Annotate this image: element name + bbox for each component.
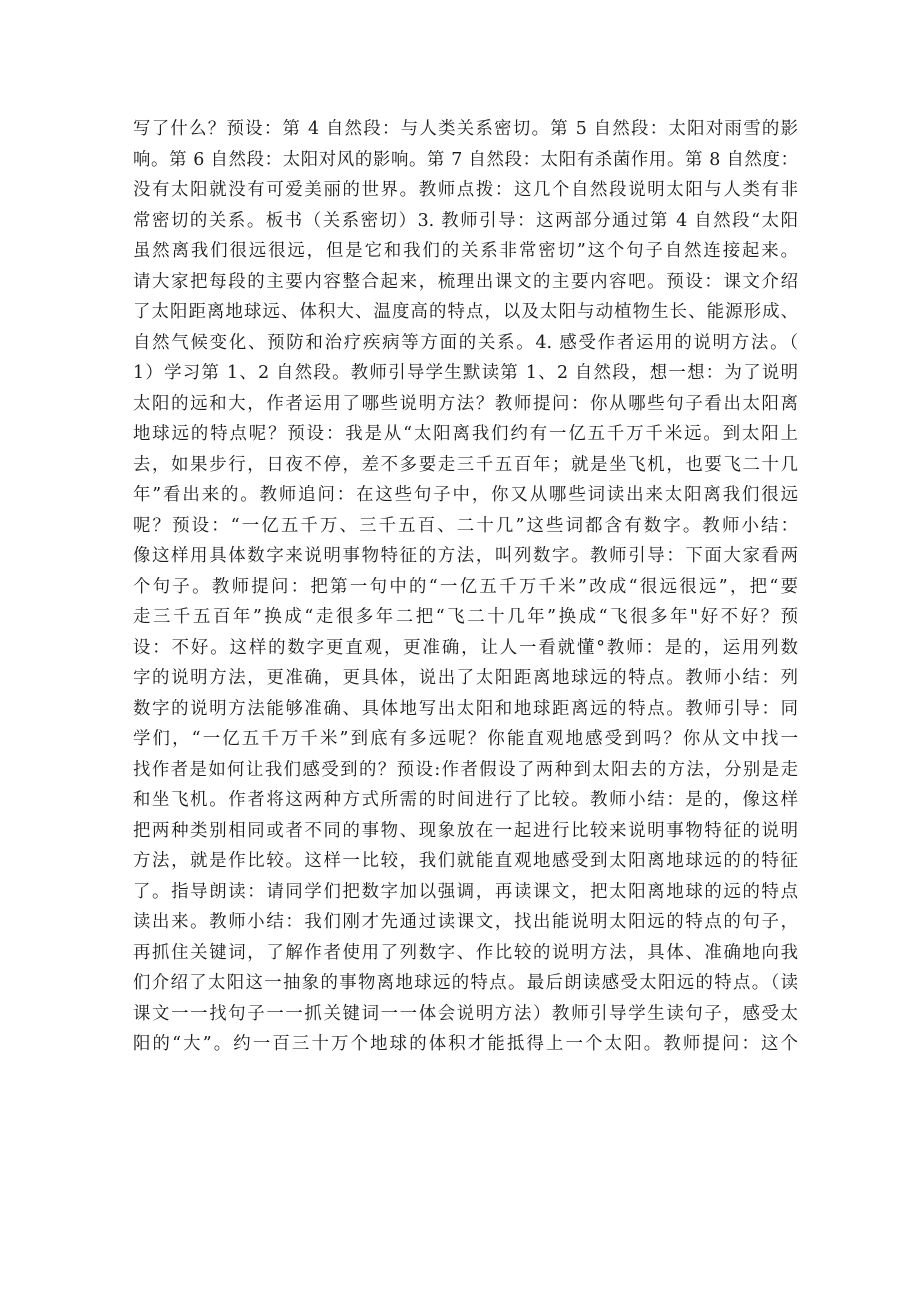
text-line: 年”看出来的。教师追问：在这些句子中，你又从哪些词读出来太阳离我们很远 — [133, 485, 798, 505]
text-line: 课文一一找句子一一抓关键词一一体会说明方法）教师引导学生读句子，感受太 — [133, 1003, 798, 1024]
text-line: 把两种类别相同或者不同的事物、现象放在一起进行比较来说明事物特征的说明 — [133, 820, 798, 841]
text-line: 请大家把每段的主要内容整合起来，梳理出课文的主要内容吧。预设：课文介绍 — [133, 271, 798, 292]
text-line: 1）学习第 1、2 自然段。教师引导学生默读第 1、2 自然段，想一想：为了说明 — [133, 363, 798, 383]
text-line: 自然气候变化、预防和治疗疾病等方面的关系。4. 感受作者运用的说明方法。（ — [133, 332, 798, 353]
text-line: 方法，就是作比较。这样一比较，我们就能直观地感受到太阳离地球远的的特征 — [133, 851, 798, 871]
text-line: 和坐飞机。作者将这两种方式所需的时间进行了比较。教师小结：是的，像这样 — [133, 790, 798, 810]
text-line: 没有太阳就没有可爱美丽的世界。教师点拨：这几个自然段说明太阳与人类有非 — [133, 180, 798, 200]
text-line: 走三千五百年”换成“走很多年二把“飞二十几年”换成“飞很多年"好不好？预 — [133, 607, 798, 627]
text-line: 地球远的特点呢？预设：我是从“太阳离我们约有一亿五千万千米远。到太阳上 — [133, 424, 798, 444]
text-line: 像这样用具体数字来说明事物特征的方法，叫列数字。教师引导：下面大家看两 — [133, 546, 798, 566]
text-line: 阳的“大”。约一百三十万个地球的体积才能抵得上一个太阳。教师提问：这个 — [133, 1034, 798, 1054]
text-line: 响。第 6 自然段：太阳对风的影响。第 7 自然段：太阳有杀菌作用。第 8 自然度： — [133, 149, 798, 170]
text-line: 了太阳距离地球远、体积大、温度高的特点，以及太阳与动植物生长、能源形成、 — [133, 302, 798, 322]
body-text — [133, 114, 798, 1060]
text-line: 常密切的关系。板书（关系密切）3. 教师引导：这两部分通过第 4 自然段“太阳 — [133, 210, 798, 231]
text-line: 呢？预设：“一亿五千万、三千五百、二十几”这些词都含有数字。教师小结： — [133, 515, 798, 536]
text-line: 再抓住关键词，了解作者使用了列数字、作比较的说明方法，具体、准确地向我 — [133, 942, 798, 963]
text-line: 们介绍了太阳这一抽象的事物离地球远的特点。最后朗读感受太阳远的特点。（读 — [133, 973, 798, 993]
text-line: 太阳的远和大，作者运用了哪些说明方法？教师提问：你从哪些句子看出太阳离 — [133, 393, 798, 414]
text-line: 学们，“一亿五千万千米”到底有多远呢？你能直观地感受到吗？你从文中找一 — [133, 729, 798, 749]
text-line: 写了什么？预设：第 4 自然段：与人类关系密切。第 5 自然段：太阳对雨雪的影 — [133, 119, 798, 139]
text-line: 虽然离我们很远很远，但是它和我们的关系非常密切”这个句子自然连接起来。 — [133, 241, 798, 261]
text-line: 找作者是如何让我们感受到的？预设:作者假设了两种到太阳去的方法，分别是走 — [133, 759, 798, 780]
text-line: 数字的说明方法能够准确、具体地写出太阳和地球距离远的特点。教师引导：同 — [133, 698, 798, 719]
text-line: 了。指导朗读：请同学们把数字加以强调，再读课文，把太阳离地球的远的特点 — [133, 881, 798, 902]
text-line: 读出来。教师小结：我们刚才先通过读课文，找出能说明太阳远的特点的句子， — [133, 912, 798, 932]
text-line: 字的说明方法，更准确，更具体，说出了太阳距离地球远的特点。教师小结：列 — [133, 668, 798, 688]
text-line: 个句子。教师提问：把第一句中的“一亿五千万千米”改成“很远很远”，把“要 — [133, 576, 798, 597]
text-line: 设：不好。这样的数字更直观，更准确，让人一看就懂°教师：是的，运用列数 — [133, 637, 798, 658]
text-line: 去，如果步行，日夜不停，差不多要走三千五百年；就是坐飞机，也要飞二十几 — [133, 454, 798, 475]
